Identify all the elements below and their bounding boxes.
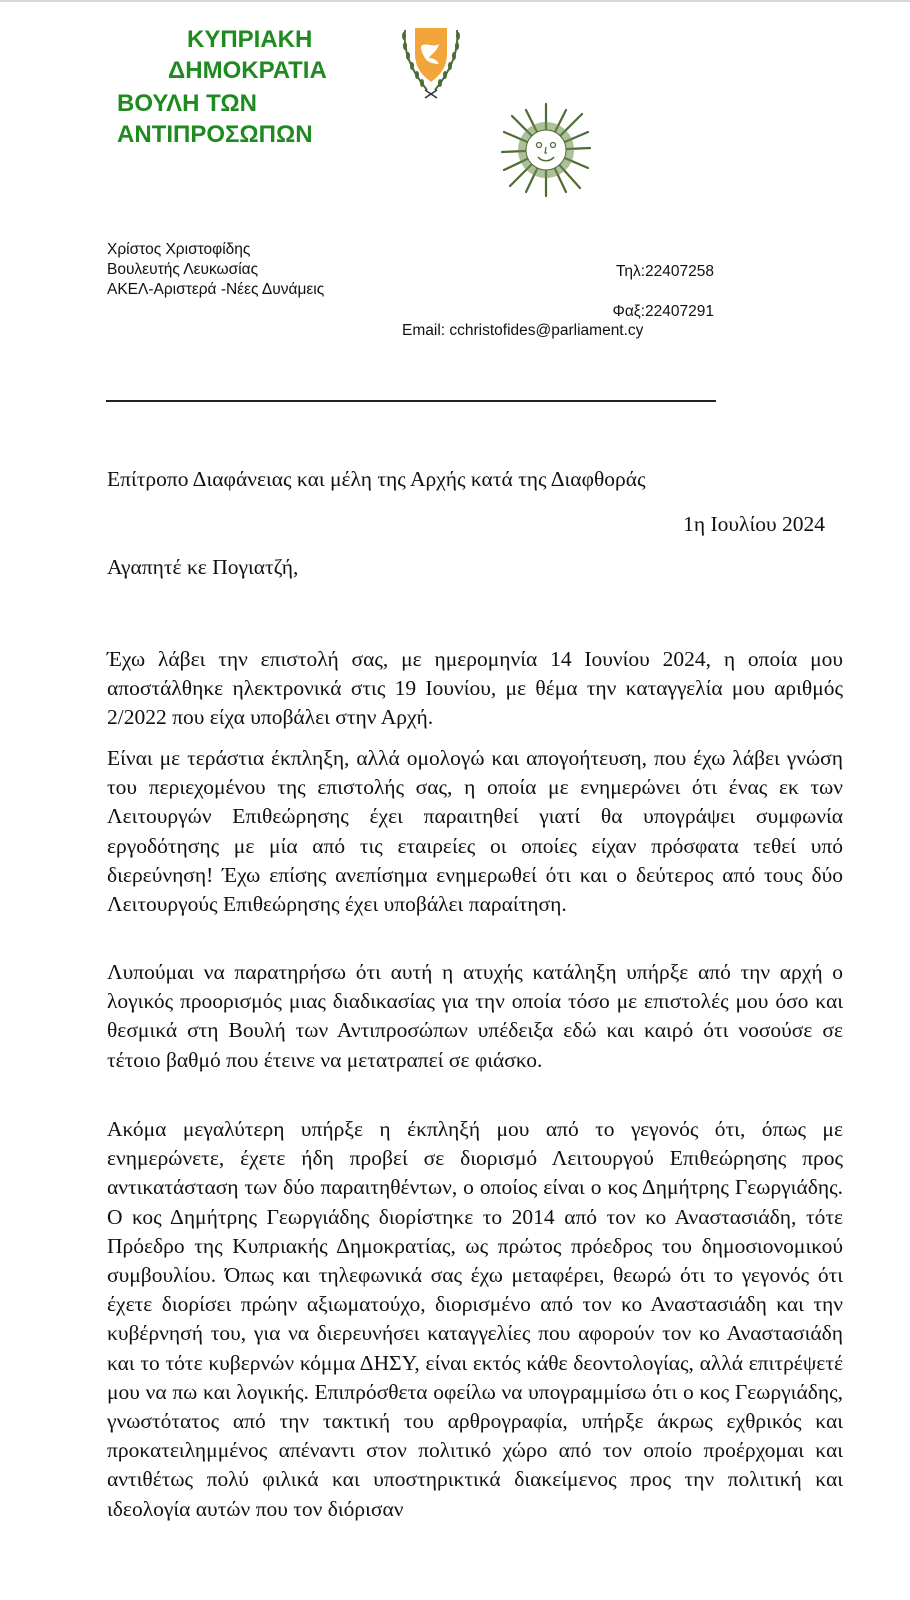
letterhead-line-1: ΚΥΠΡΙΑΚΗ xyxy=(187,26,313,53)
sender-title: Βουλευτής Λευκωσίας xyxy=(107,261,259,278)
letterhead-line-4: ΑΝΤΙΠΡΟΣΩΠΩΝ xyxy=(117,121,313,148)
letter-date: 1η Ιουλίου 2024 xyxy=(683,512,825,536)
salutation: Αγαπητέ κε Πογιατζή, xyxy=(107,555,299,579)
body-paragraph-4: Ακόμα μεγαλύτερη υπήρξε η έκπληξή μου από το γεγονός ότι, όπως με ενημερώνετε, έχετε ήδη προβεί σε διορισμό Λειτουργού Επιθεώρησης προς αντικατάσταση των δύο παραιτηθέντων, ο οποίος είναι ο κος Δημήτρης Γεωργιάδης. Ο κος Δημήτρης Γεωργιάδης διορίστηκε το 2014 από τον κο Αναστασιάδη, τότε Πρόεδρο της Κυπριακής Δημοκρατίας, ως πρώτος πρόεδρος του δημοσιονομικού συμβουλίου. Όπως και τηλεφωνικά σας έχω μεταφέρει, θεωρώ ότι το γεγονός ότι έχετε διορίσει πρώην αξιωματούχο, διορισμένο από τον κο Αναστασιάδη και την κυβέρνησή του, για να διερευνήσει καταγγελίες που αφορούν τον κο Αναστασιάδη και το τότε κυβερνών κόμμα ΔΗΣΥ, είναι εκτός κάθε δεοντολογίας, αλλά επιτρέψετέ μου να πω και λογικής. Επιπρόσθετα οφείλω να υπογραμμίσω ότι ο κος Γεωργιάδης, γνωστότατος από την τακτική του αρθρογραφία, υπήρξε άκρως εχθρικός και προκατειλημμένος απέναντι στον πολιτικό χώρο από τον οποίο προέρχομαι και αντιθέτως πολύ φιλικά και υποστηρικτικά διακείμενος προς την πολιτική και ιδεολογία αυτών που τον διόρισαν xyxy=(107,1117,843,1521)
sun-face-emblem-icon xyxy=(500,102,592,198)
sender-party: ΑΚΕΛ-Αριστερά -Νέες Δυνάμεις xyxy=(107,281,325,298)
letterhead-line-3: ΒΟΥΛΗ ΤΩΝ xyxy=(117,90,257,117)
cyprus-coat-of-arms-icon xyxy=(395,24,467,100)
letterhead-line-2: ΔΗΜΟΚΡΑΤΙΑ xyxy=(168,57,327,84)
body-paragraph-1: Έχω λάβει την επιστολή σας, με ημερομηνία 14 Ιουνίου 2024, η οποία μου αποστάλθηκε ηλεκτρονικά στις 19 Ιουνίου, με θέμα την καταγγελία μου αριθμός 2/2022 που είχα υποβάλει στην Αρχή. xyxy=(107,647,843,730)
sender-phone: Τηλ:22407258 xyxy=(616,263,714,280)
sender-email[interactable]: Email: cchristofides@parliament.cy xyxy=(402,322,644,339)
header-divider xyxy=(106,400,716,402)
recipient: Επίτροπο Διαφάνειας και μέλη της Αρχής κατά της Διαφθοράς xyxy=(107,467,646,491)
body-paragraph-3: Λυπούμαι να παρατηρήσω ότι αυτή η ατυχής κατάληξη υπήρξε από την αρχή ο λογικός προορισμός μιας διαδικασίας για την οποία τόσο με επιστολές μου όσο και θεσμικά στη Βουλή των Αντιπροσώπων υπέδειξα εδώ και καιρό ότι νοσούσε σε τέτοιο βαθμό που έτεινε να μετατραπεί σε φιάσκο. xyxy=(107,960,843,1072)
sender-name: Χρίστος Χριστοφίδης xyxy=(107,241,251,258)
body-paragraph-2: Είναι με τεράστια έκπληξη, αλλά ομολογώ και απογοήτευση, που έχω λάβει γνώση του περιεχομένου της επιστολής σας, η οποία με ενημερώνει ότι ένας εκ των Λειτουργών Επιθεώρησης έχει παραιτηθεί γιατί θα υπογράψει συμφωνία εργοδότησης με μία από τις εταιρείες οι οποίες είχαν πρόσφατα τεθεί υπό διερεύνηση! Έχω επίσης ανεπίσημα ενημερωθεί ότι και ο δεύτερος από τους δύο Λειτουργούς Επιθεώρησης έχει υποβάλει παραίτηση. xyxy=(107,746,843,917)
sender-fax: Φαξ:22407291 xyxy=(612,303,714,320)
